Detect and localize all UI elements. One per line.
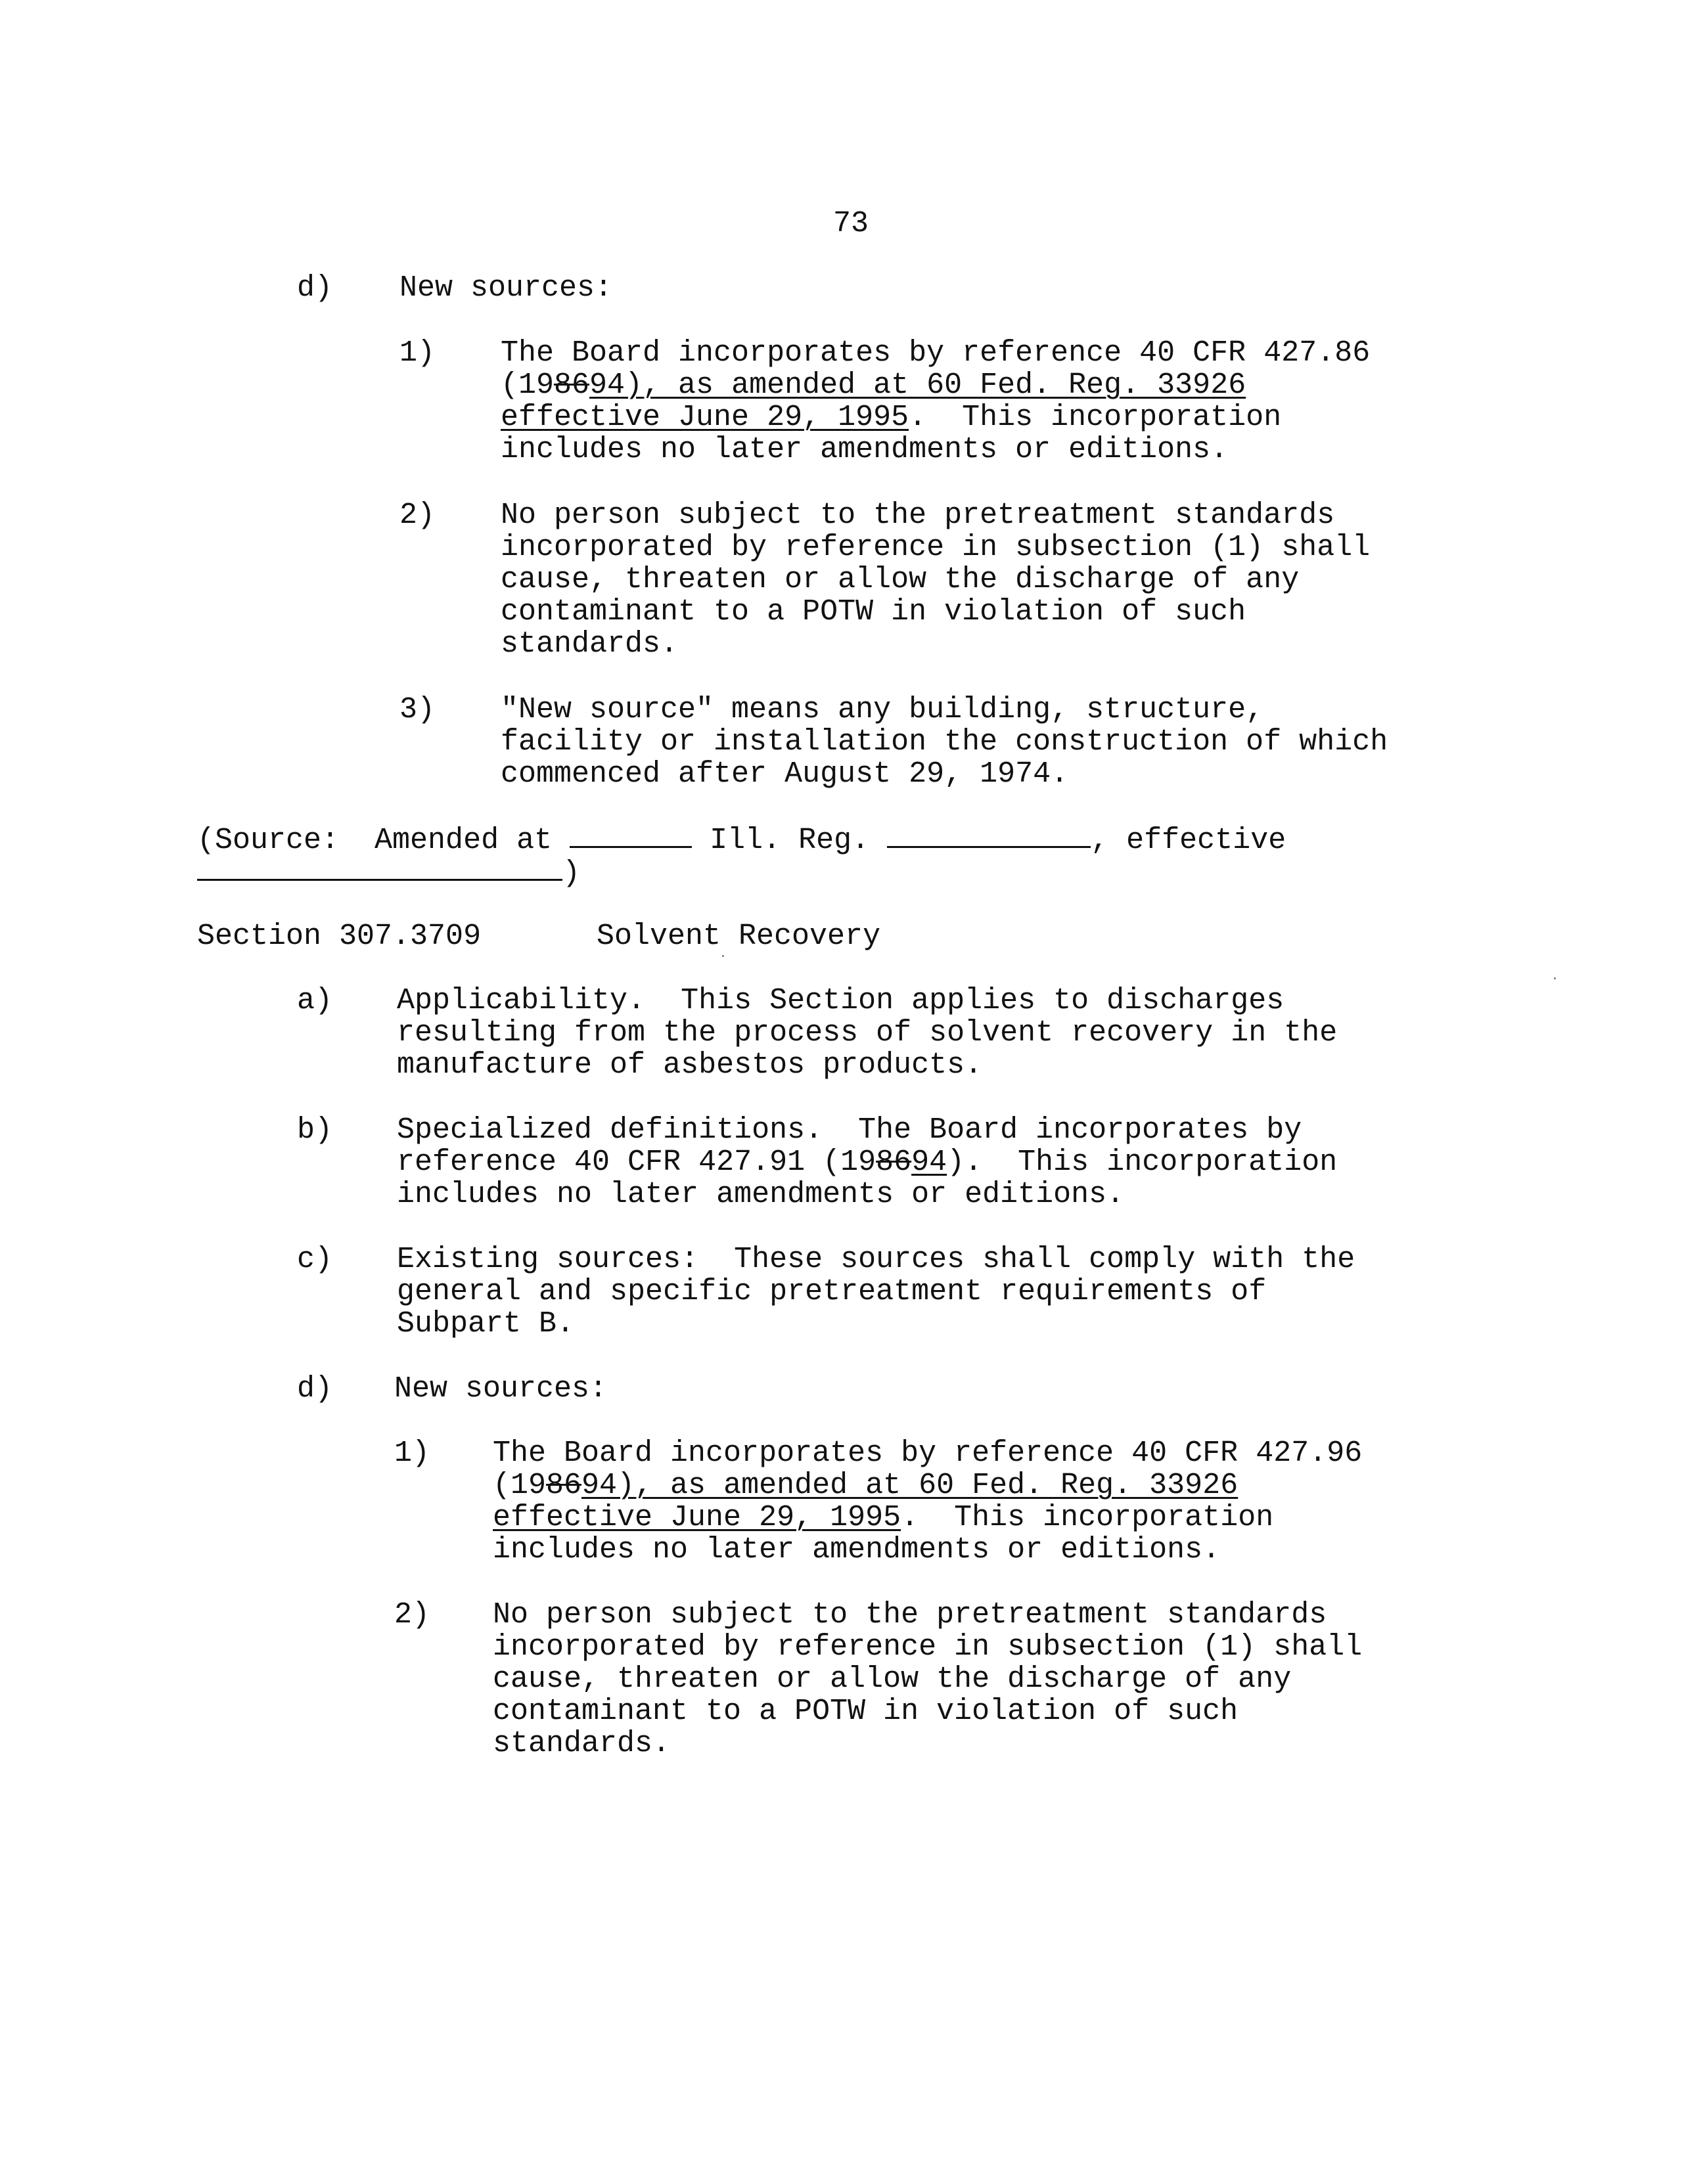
subsection-text-line: manufacture of asbestos products. xyxy=(397,1048,983,1082)
inserted-text: effective June 29, 1995 xyxy=(493,1501,901,1534)
source-note-text: Ill. Reg. xyxy=(692,824,888,857)
item-text-line: contaminant to a POTW in violation of such xyxy=(501,595,1246,629)
item-text-line xyxy=(493,1502,1273,1534)
item-text-line: includes no later amendments or editions. xyxy=(493,1533,1221,1567)
text: ). This incorporation xyxy=(947,1146,1338,1179)
item-text-line xyxy=(501,401,1281,434)
inserted-text: , as amended at 60 Fed. Reg. 33926 xyxy=(635,1469,1238,1502)
subsection-text-line: general and specific pretreatment requirements of xyxy=(397,1275,1267,1308)
item-number: 2) xyxy=(399,499,436,532)
item-text-line xyxy=(493,1469,1238,1502)
item-text-line: standards. xyxy=(501,627,679,661)
item-text-line: commenced after August 29, 1974. xyxy=(501,757,1069,791)
subsection-label: b) xyxy=(297,1113,333,1147)
text: reference 40 CFR 427.91 (19 xyxy=(397,1146,876,1179)
item-text-line: standards. xyxy=(493,1727,671,1760)
source-note xyxy=(197,822,1286,857)
subsection-text-line: includes no later amendments or editions. xyxy=(397,1178,1125,1211)
source-note-text: (Source: Amended at xyxy=(197,824,570,857)
item-text-line: No person subject to the pretreatment standards xyxy=(493,1598,1327,1632)
inserted-text: 94) xyxy=(581,1469,635,1502)
section-title: Solvent Recovery xyxy=(597,920,881,953)
subsection-heading: New sources: xyxy=(399,271,613,305)
subsection-text-line: Existing sources: These sources shall comply with the xyxy=(397,1243,1355,1276)
inserted-text: 94 xyxy=(911,1146,947,1179)
item-text-line: contaminant to a POTW in violation of such xyxy=(493,1695,1238,1728)
item-text-line: incorporated by reference in subsection (1) shall xyxy=(501,531,1371,564)
item-text-line: cause, threaten or allow the discharge of any xyxy=(501,563,1300,596)
item-text-line: The Board incorporates by reference 40 CFR 427.96 xyxy=(493,1437,1363,1470)
source-note-text: ) xyxy=(562,857,581,890)
deleted-text: 86 xyxy=(546,1469,582,1502)
subsection-text-line: Applicability. This Section applies to discharges xyxy=(397,984,1284,1017)
section-number: Section 307.3709 xyxy=(197,920,482,953)
subsection-label: d) xyxy=(297,1372,333,1406)
deleted-text: 86 xyxy=(554,368,590,402)
item-text-line: incorporated by reference in subsection (1) shall xyxy=(493,1630,1363,1664)
item-text-line: cause, threaten or allow the discharge of any xyxy=(493,1662,1292,1696)
text: . This incorporation xyxy=(901,1501,1274,1534)
subsection-label: c) xyxy=(297,1243,333,1276)
item-number: 3) xyxy=(399,693,436,726)
subsection-label: a) xyxy=(297,984,333,1017)
subsection-text-line: resulting from the process of solvent recovery in the xyxy=(397,1016,1338,1050)
subsection-text-line: Specialized definitions. The Board incorporates by xyxy=(397,1113,1302,1147)
subsection-label: d) xyxy=(297,271,333,305)
item-text-line: facility or installation the construction of which xyxy=(501,725,1388,759)
subsection-heading: New sources: xyxy=(394,1372,608,1406)
item-text-line: The Board incorporates by reference 40 CFR 427.86 xyxy=(501,336,1371,370)
item-number: 2) xyxy=(394,1598,430,1632)
blank-line xyxy=(197,855,562,881)
item-text-line: "New source" means any building, structure, xyxy=(501,693,1264,726)
inserted-text: , as amended at 60 Fed. Reg. 33926 xyxy=(643,368,1246,402)
item-number: 1) xyxy=(394,1437,430,1470)
text: . This incorporation xyxy=(909,401,1282,434)
subsection-text-line xyxy=(397,1146,1337,1178)
inserted-text: 94) xyxy=(589,368,643,402)
subsection-text-line: Subpart B. xyxy=(397,1307,575,1341)
item-text-line: includes no later amendments or editions. xyxy=(501,433,1229,466)
page-number: 73 xyxy=(833,207,869,240)
text: (19 xyxy=(493,1469,547,1502)
blank-line xyxy=(570,822,692,848)
deleted-text: 86 xyxy=(876,1146,912,1179)
inserted-text: effective June 29, 1995 xyxy=(501,401,909,434)
source-note-closing xyxy=(197,855,580,889)
scan-speck xyxy=(1554,977,1556,979)
item-number: 1) xyxy=(399,336,436,370)
scan-speck xyxy=(722,955,724,957)
blank-line xyxy=(887,822,1091,848)
item-text-line xyxy=(501,369,1246,401)
source-note-text: , effective xyxy=(1091,824,1286,857)
item-text-line: No person subject to the pretreatment standards xyxy=(501,499,1335,532)
text: (19 xyxy=(501,368,555,402)
